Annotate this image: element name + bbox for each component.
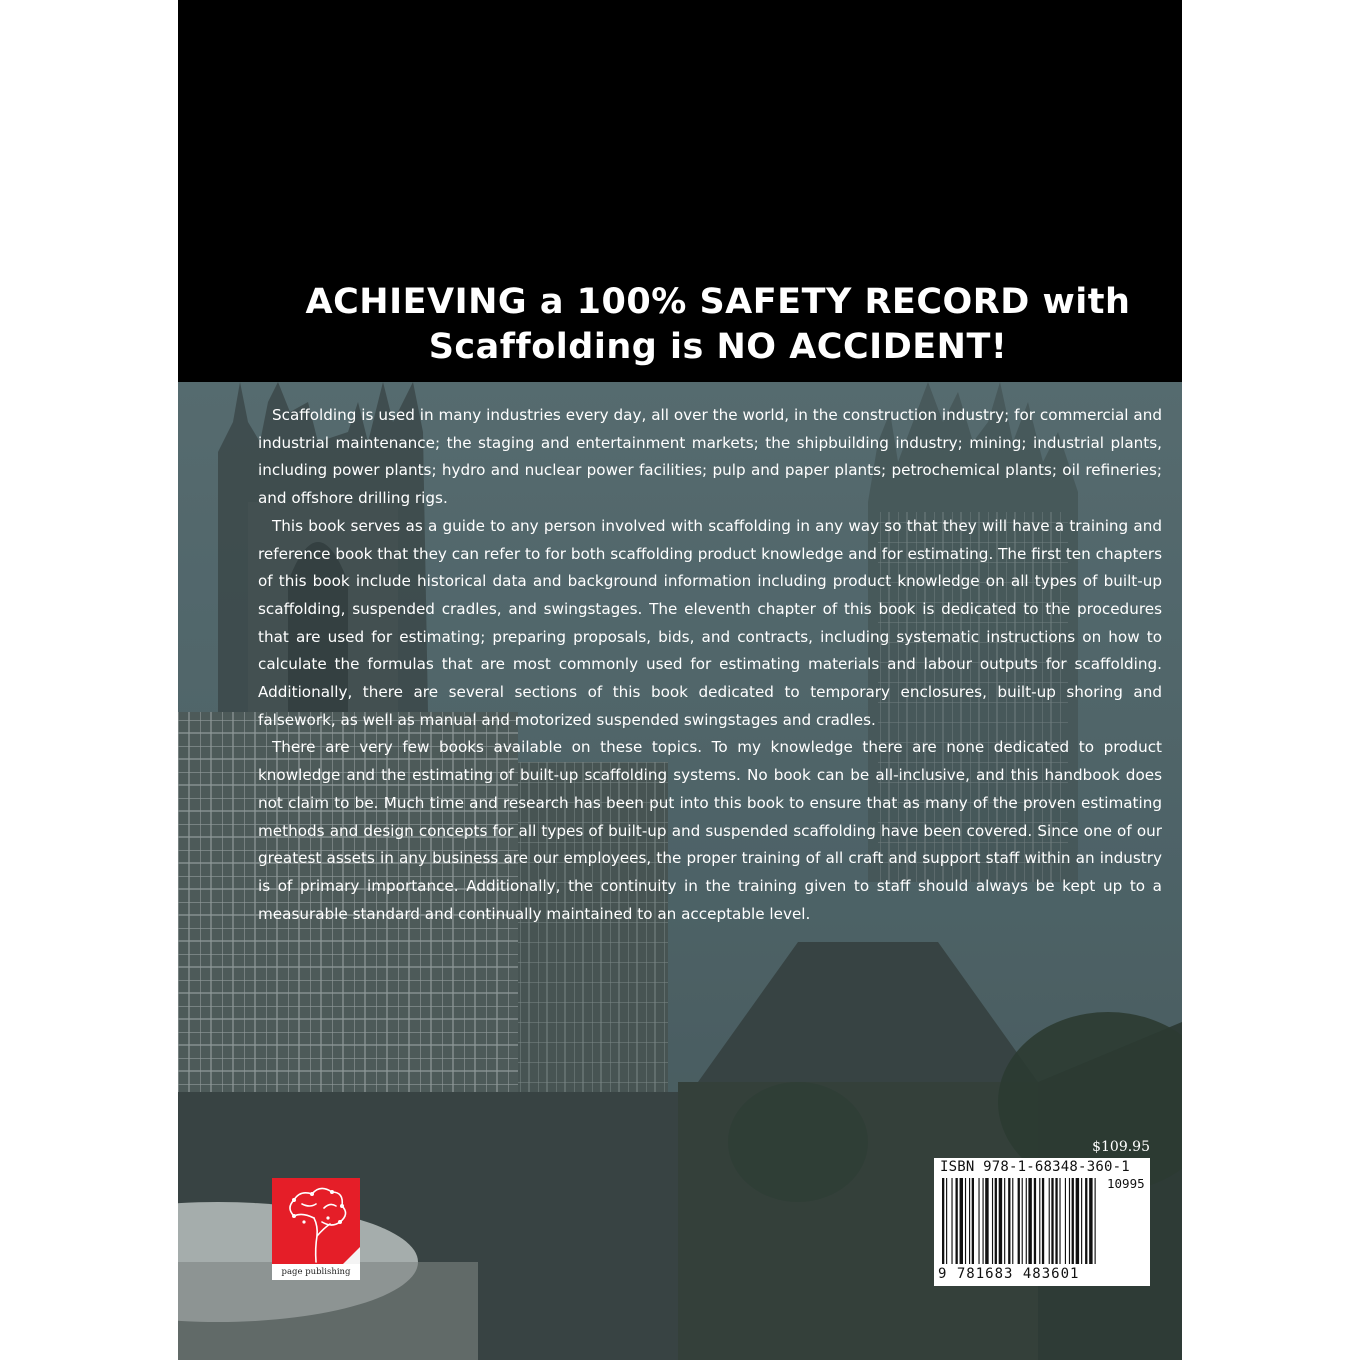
barcode-bar [1039,1178,1040,1264]
barcode-bar [946,1178,947,1264]
barcode-bar [985,1178,988,1264]
barcode-bar [1049,1178,1050,1264]
barcode-bar [1059,1178,1060,1264]
barcode-bar [951,1178,952,1264]
price: $109.95 [1092,1139,1150,1155]
barcode-bar [1089,1178,1092,1264]
description-paragraph-1: Scaffolding is used in many industries every day, all over the world, in the construction industry; for commercial and industrial maintenance; the staging and entertainment markets; the shipbuilding industry; mining; industrial plants, including power plants; hydro and nuclear power facilities; pulp and paper plants; petrochemical plants; oil refineries; and offshore drilling rigs. [258,406,1162,508]
barcode-bar [978,1178,979,1264]
barcode-bar [965,1178,966,1264]
description-paragraph-3: There are very few books available on these topics. To my knowledge there are none dedicated to product knowledge and the estimating of built-up scaffolding systems. No book can be all-inclusive, and this handbook does not claim to be. Much time and research has been put into this book to ensure that as many of the proven estimating methods and design concepts for all types of built-up and suspended scaffolding have been covered. Since one of our greatest assets in any business are our employees, the proper training of all craft and support staff within an industry is of primary importance. Additionally, the continuity in the training given to staff should always be kept up to a measurable standard and continually maintained to an acceptable level. [258,738,1162,923]
ean-digits: 9 781683 483601 [938,1266,1080,1282]
barcode-bar [1085,1178,1087,1264]
barcode-bar [1012,1178,1013,1264]
barcode-bar [1018,1178,1020,1264]
barcode-bar [992,1178,993,1264]
barcode-bar [1042,1178,1044,1264]
barcode-bar [1026,1178,1027,1264]
headline-line-1: ACHIEVING a 100% SAFETY RECORD with [305,282,1131,322]
barcode-bar [960,1178,963,1264]
barcode-bar [999,1178,1002,1264]
isbn-barcode [934,1158,1150,1286]
book-description [258,402,1162,928]
barcode-bar [983,1178,984,1264]
barcode-bar [1004,1178,1005,1264]
headline [288,280,1148,370]
barcode-bars [942,1178,1142,1266]
description-paragraph-2: This book serves as a guide to any person involved with scaffolding in any way so that they will have a training and reference book that they can refer to for both scaffolding product knowledge and for estimating. The first ten chapters of this book include historical data and background information including product knowledge on all types of built-up scaffolding, suspended cradles, and swingstages. The eleventh chapter of this book is dedicated to the procedures that are used for estimating; preparing proposals, bids, and contracts, including systematic instructions on how to calculate the formulas that are most commonly used for estimating materials and labour outputs for scaffolding. Additionally, there are several sections of this book dedicated to temporary enclosures, built-up shoring and falsework, as well as manual and motorized suspended swingstages and cradles. [258,516,1162,729]
back-cover [178,0,1182,1360]
barcode-bar [1076,1178,1079,1264]
barcode-bar [1081,1178,1082,1264]
barcode-bar [1072,1178,1074,1264]
barcode-bar [969,1178,970,1264]
barcode-bar [1065,1178,1066,1264]
barcode-bar [972,1178,974,1264]
barcode-bar [1022,1178,1023,1264]
barcode-bar [956,1178,958,1264]
barcode-bar [1034,1178,1036,1264]
isbn-label: ISBN 978-1-68348-360-1 [940,1159,1130,1175]
publisher-logo [272,1178,360,1280]
publisher-name: page publishing [272,1264,360,1280]
barcode-bar [942,1178,944,1264]
headline-line-2: Scaffolding is NO ACCIDENT! [428,327,1008,367]
barcode-bar [1055,1178,1057,1264]
barcode-addon-code: 10995 [1107,1176,1145,1191]
publisher-logo-tree-icon [272,1178,360,1265]
barcode-bar [1028,1178,1031,1264]
barcode-bar [995,1178,997,1264]
barcode-bar [1069,1178,1070,1264]
barcode-bar [1051,1178,1053,1264]
barcode-bar [1095,1178,1096,1264]
barcode-bar [1008,1178,1010,1264]
